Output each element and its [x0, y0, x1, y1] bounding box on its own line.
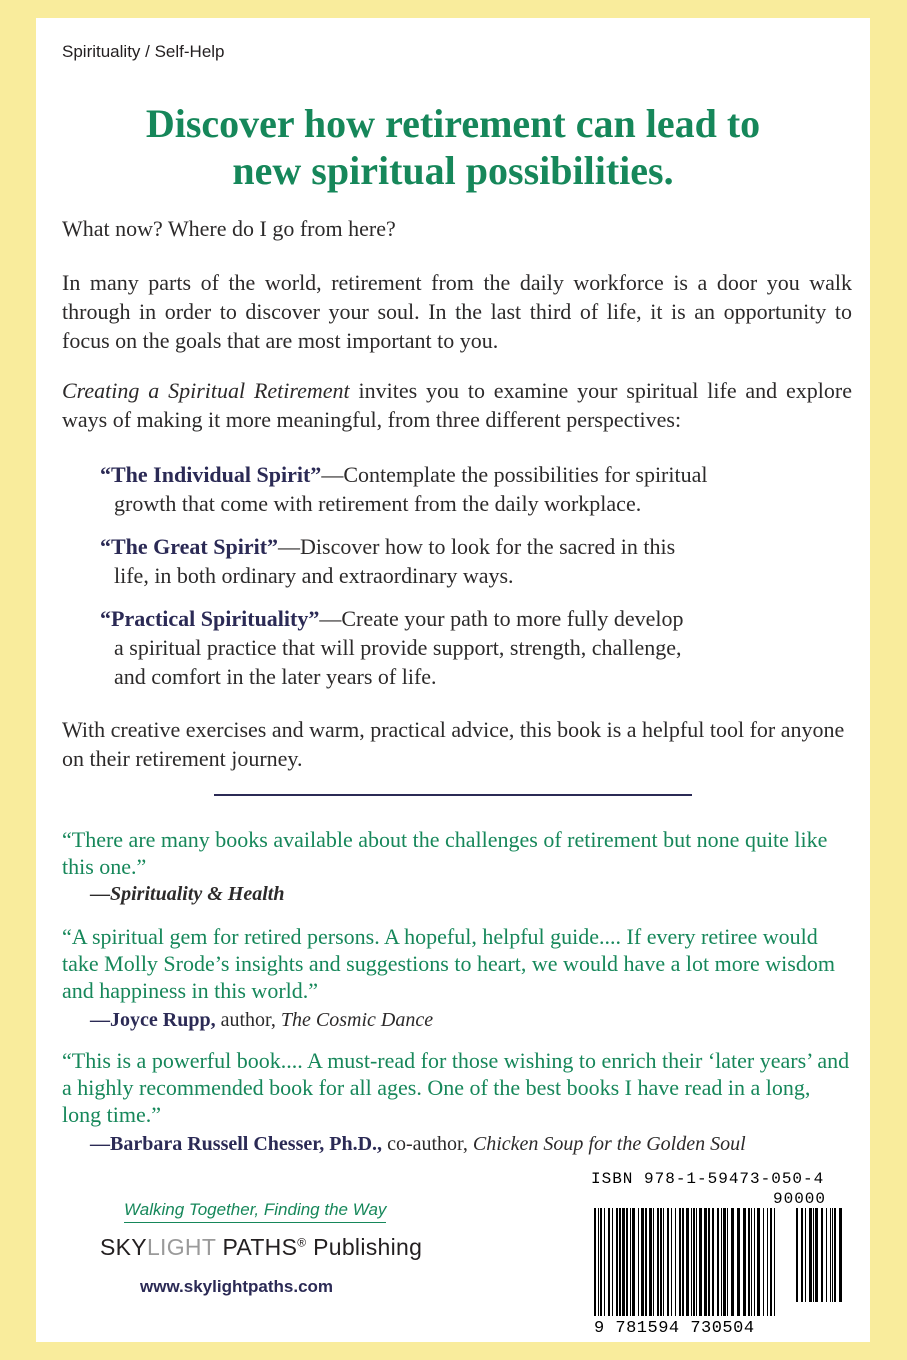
barcode-bar	[727, 1208, 728, 1316]
barcode-bar	[737, 1208, 740, 1316]
barcode-graphic	[590, 1208, 846, 1318]
barcode-bar	[598, 1208, 599, 1316]
price-code: 90000	[773, 1190, 827, 1208]
reviewer-name: —Joyce Rupp,	[90, 1009, 216, 1031]
back-cover	[36, 18, 870, 1342]
barcode-bar	[809, 1208, 812, 1302]
barcode-bar	[774, 1208, 775, 1316]
headline	[36, 100, 870, 194]
review-quote-2: “A spiritual gem for retired persons. A hopeful, helpful guide.... If every retiree would take Molly Srode’s insights and suggestions to heart, we would have a lot more wisdom and happiness in this world.”	[62, 924, 835, 1003]
barcode-bar	[619, 1208, 621, 1316]
review-quote-1: “There are many books available about the challenges of retirement but none quite like this one.”	[62, 827, 828, 879]
review-attribution-1: —Spirituality & Health	[90, 883, 285, 905]
barcode-bar	[717, 1208, 719, 1316]
barcode-bar	[821, 1208, 823, 1302]
barcode-bar	[839, 1208, 842, 1302]
review-attribution-2: —Joyce Rupp, author, The Cosmic Dance	[90, 1009, 434, 1031]
publisher-logo: SKYLIGHT PATHS® Publishing	[100, 1234, 423, 1260]
perspective-label: “Practical Spirituality”	[100, 606, 320, 631]
review-source: Spirituality & Health	[110, 883, 285, 905]
barcode-bar	[751, 1208, 752, 1316]
barcode-bar	[770, 1208, 772, 1316]
barcode-bar	[679, 1208, 681, 1316]
barcode-bar	[708, 1208, 710, 1316]
barcode-bar	[723, 1208, 726, 1316]
divider-rule	[214, 794, 692, 796]
perspective-great-spirit: “The Great Spirit”—Discover how to look for the sacred in this life, in both ordinary and extraordinary ways.	[100, 534, 676, 588]
book-title: Creating a Spiritual Retirement	[62, 378, 350, 403]
paragraph-creating	[62, 376, 852, 434]
barcode-bar	[796, 1208, 798, 1302]
review-quote-3: “This is a powerful book.... A must-read for those wishing to enrich their ‘later years’ and a highly recommended book for all ages. One of the best books I have read in a long, long time.”	[62, 1048, 850, 1127]
barcode-bar	[693, 1208, 695, 1316]
barcode-bar	[622, 1208, 625, 1316]
barcode-bar	[721, 1208, 722, 1316]
barcode-number: 9 781594 730504	[594, 1319, 755, 1338]
closing-paragraph: With creative exercises and warm, practical advice, this book is a helpful tool for anyone on their retirement journey.	[62, 717, 845, 771]
creating-rest: invites you to examine your spiritual life and explore ways of making it more meaningful, from three different perspectives:	[62, 378, 852, 432]
barcode-bar	[667, 1208, 669, 1316]
barcode-bar	[832, 1208, 833, 1302]
reviewer-work: Chicken Soup for the Golden Soul	[472, 1133, 746, 1155]
barcode-bar	[757, 1208, 760, 1316]
barcode-bar	[671, 1208, 672, 1316]
barcode-bar	[663, 1208, 664, 1316]
barcode-bar	[691, 1208, 692, 1316]
barcode-bar	[594, 1208, 596, 1316]
barcode-bar	[686, 1208, 689, 1316]
barcode-bar	[608, 1208, 610, 1316]
publisher-website: www.skylightpaths.com	[140, 1277, 334, 1296]
barcode-bar	[604, 1208, 605, 1316]
barcode-bar	[712, 1208, 714, 1316]
intro-question: What now? Where do I go from here?	[62, 216, 396, 241]
barcode-bar	[834, 1208, 836, 1302]
perspective-individual-spirit: “The Individual Spirit”—Contemplate the possibilities for spiritual growth that come with retirement from the daily workplace.	[100, 462, 708, 516]
barcode-bar	[731, 1208, 734, 1316]
barcode-bar	[763, 1208, 764, 1316]
review-attribution-3: —Barbara Russell Chesser, Ph.D., co-author, Chicken Soup for the Golden Soul	[90, 1133, 746, 1155]
barcode-bar	[649, 1208, 652, 1316]
barcode-bar	[626, 1208, 628, 1316]
barcode-bar	[657, 1208, 659, 1316]
barcode-bar	[653, 1208, 654, 1316]
barcode-bar	[638, 1208, 639, 1316]
barcode-bar	[815, 1208, 818, 1302]
barcode-bar	[612, 1208, 613, 1316]
barcode-bar	[813, 1208, 814, 1302]
headline-line-2: new spiritual possibilities.	[232, 148, 674, 193]
barcode-bar	[754, 1208, 755, 1316]
reviewer-name: —Barbara Russell Chesser, Ph.D.,	[90, 1133, 383, 1155]
barcode-bar	[660, 1208, 662, 1316]
barcode	[590, 1208, 846, 1318]
barcode-bar	[805, 1208, 806, 1302]
barcode-bar	[826, 1208, 827, 1302]
barcode-bar	[704, 1208, 707, 1316]
perspective-label: “The Great Spirit”	[100, 534, 279, 559]
perspective-practical-spirituality: “Practical Spirituality”—Create your path to more fully develop a spiritual practice that will provide support, strength, challenge, and comfort in the later years of life.	[100, 606, 684, 689]
barcode-bar	[632, 1208, 635, 1316]
perspective-label: “The Individual Spirit”	[100, 462, 322, 487]
barcode-bar	[767, 1208, 768, 1316]
paragraph-world: In many parts of the world, retirement from the daily workforce is a door you walk through in order to discover your soul. In the last third of life, it is an opportunity to focus on the goals that are most important to you.	[62, 270, 852, 353]
barcode-bar	[801, 1208, 803, 1302]
barcode-bar	[675, 1208, 676, 1316]
barcode-bar	[743, 1208, 746, 1316]
barcode-bar	[645, 1208, 647, 1316]
headline-line-1: Discover how retirement can lead to	[145, 101, 761, 146]
barcode-bar	[630, 1208, 631, 1316]
barcode-bar	[696, 1208, 697, 1316]
barcode-bar	[830, 1208, 831, 1302]
barcode-bar	[641, 1208, 644, 1316]
barcode-bar	[748, 1208, 750, 1316]
barcode-bar	[616, 1208, 618, 1316]
category-label: Spirituality / Self-Help	[62, 42, 225, 61]
barcode-bar	[699, 1208, 702, 1316]
isbn-text: ISBN 978-1-59473-050-4	[591, 1170, 825, 1188]
reviewer-work: The Cosmic Dance	[280, 1009, 434, 1031]
barcode-bar	[682, 1208, 684, 1316]
publisher-tagline: Walking Together, Finding the Way	[124, 1200, 386, 1223]
barcode-bar	[600, 1208, 602, 1316]
